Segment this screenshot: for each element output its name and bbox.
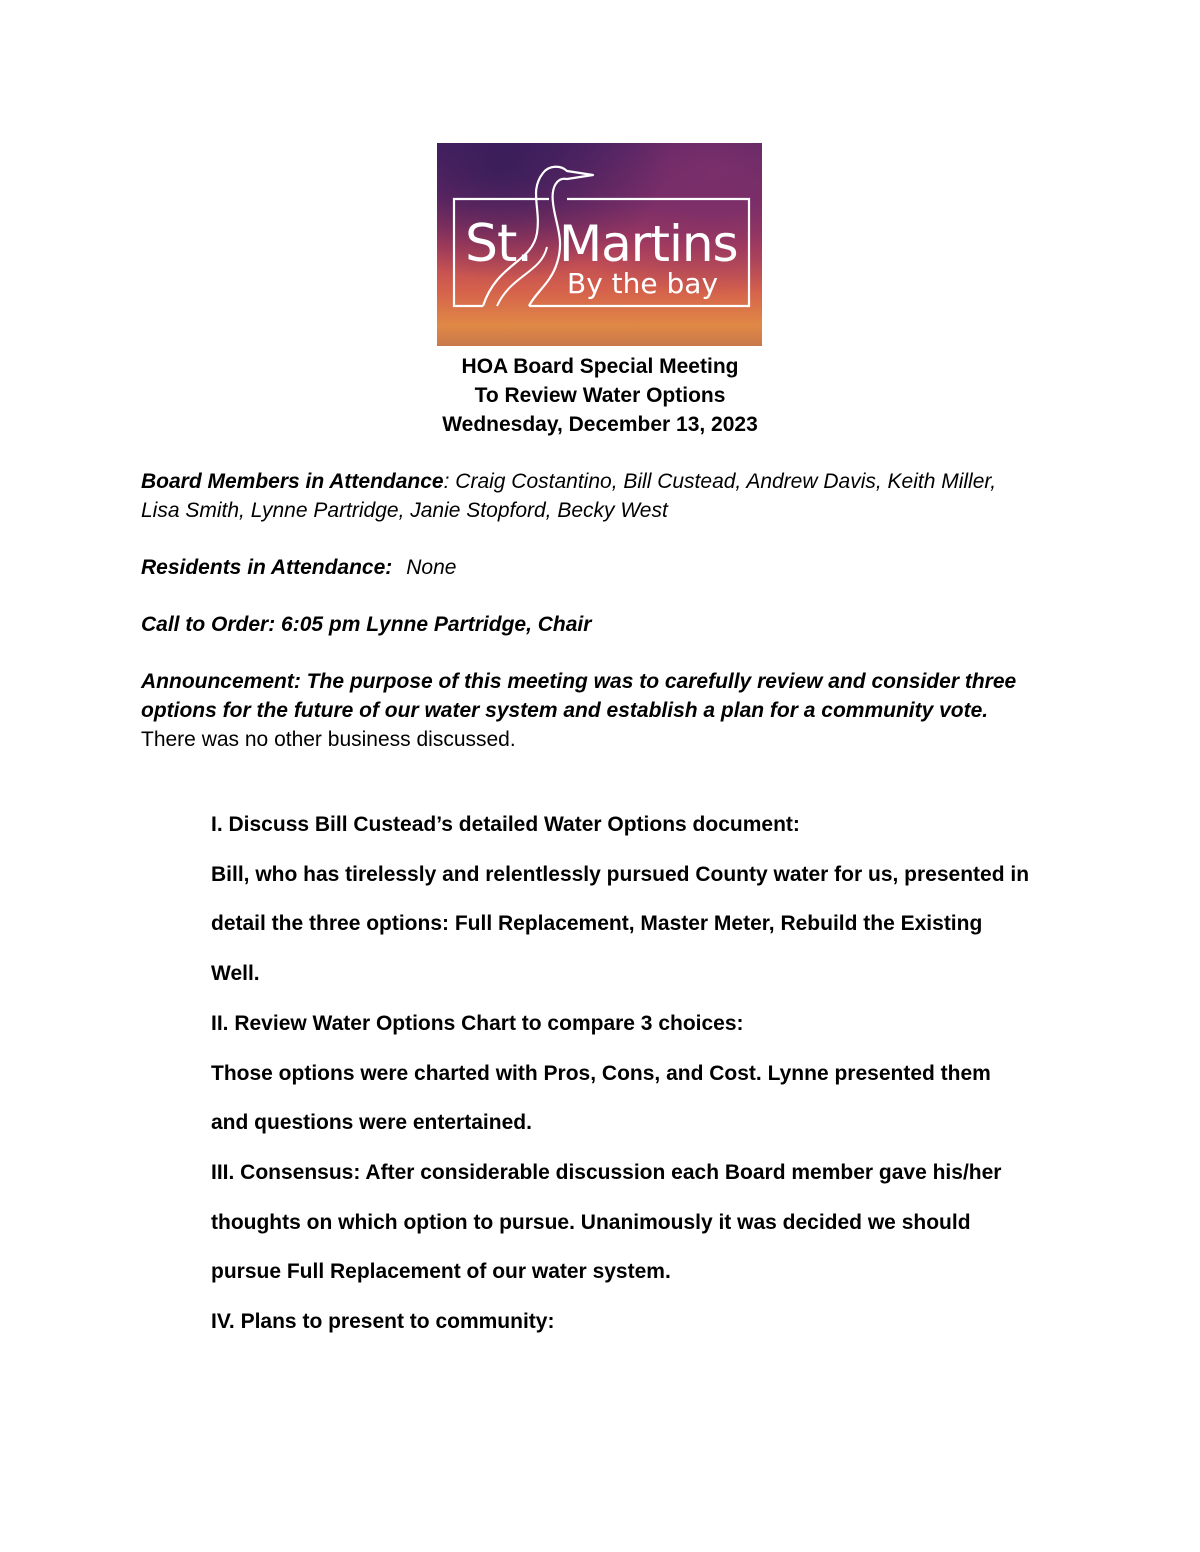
- agenda-item-1-text: Well.: [211, 962, 260, 986]
- board-attendance-label: Board Members in Attendance: [141, 470, 444, 493]
- agenda-item-1-text: Bill, who has tirelessly and relentlessly pursued County water for us, presented in: [211, 862, 1030, 886]
- st-martins-logo: [437, 143, 762, 346]
- meeting-subtitle: To Review Water Options: [474, 384, 726, 407]
- board-attendance-names-line1: : Craig Costantino, Bill Custead, Andrew Davis, Keith Miller,: [443, 470, 997, 493]
- announcement-line3: There was no other business discussed.: [141, 728, 516, 751]
- agenda-item-1-text: detail the three options: Full Replacement, Master Meter, Rebuild the Existing: [211, 912, 983, 936]
- agenda-item-3-heading: III. Consensus: After considerable discussion each Board member gave his/her: [211, 1160, 1002, 1184]
- announcement-line1: Announcement: The purpose of this meeting was to carefully review and consider three: [141, 670, 1017, 693]
- announcement-line2: options for the future of our water system and establish a plan for a community vote.: [141, 699, 989, 722]
- call-to-order-text: Call to Order: 6:05 pm Lynne Partridge, Chair: [141, 613, 592, 636]
- agenda-item-2-heading: II. Review Water Options Chart to compare 3 choices:: [211, 1011, 744, 1035]
- agenda-item-2-text: and questions were entertained.: [211, 1111, 532, 1135]
- agenda-item-3-text: pursue Full Replacement of our water system.: [211, 1260, 671, 1284]
- agenda-item-2-text: Those options were charted with Pros, Cons, and Cost. Lynne presented them: [211, 1061, 991, 1085]
- agenda-item-4-heading: IV. Plans to present to community:: [211, 1310, 555, 1334]
- logo-text-martins: Martins: [559, 215, 738, 273]
- meeting-date: Wednesday, December 13, 2023: [442, 413, 758, 436]
- logo-text-st: St.: [465, 214, 532, 274]
- logo-text-by-the-bay: By the bay: [567, 267, 719, 300]
- meeting-title-block: [0, 352, 1200, 439]
- board-attendance: [141, 467, 1061, 525]
- residents-attendance-label: Residents in Attendance:: [141, 556, 393, 579]
- announcement: [141, 667, 1101, 754]
- residents-attendance: [141, 553, 1061, 582]
- meeting-title: HOA Board Special Meeting: [461, 355, 739, 378]
- call-to-order: [141, 610, 1061, 639]
- board-attendance-names-line2: Lisa Smith, Lynne Partridge, Janie Stopford, Becky West: [141, 499, 668, 522]
- heron-logo-graphic: [437, 143, 762, 346]
- agenda-item-1-heading: I. Discuss Bill Custead’s detailed Water Options document:: [211, 813, 800, 836]
- residents-attendance-value: None: [406, 556, 457, 579]
- agenda-item-3-text: thoughts on which option to pursue. Unanimously it was decided we should: [211, 1210, 971, 1234]
- agenda-items: [211, 800, 1071, 1347]
